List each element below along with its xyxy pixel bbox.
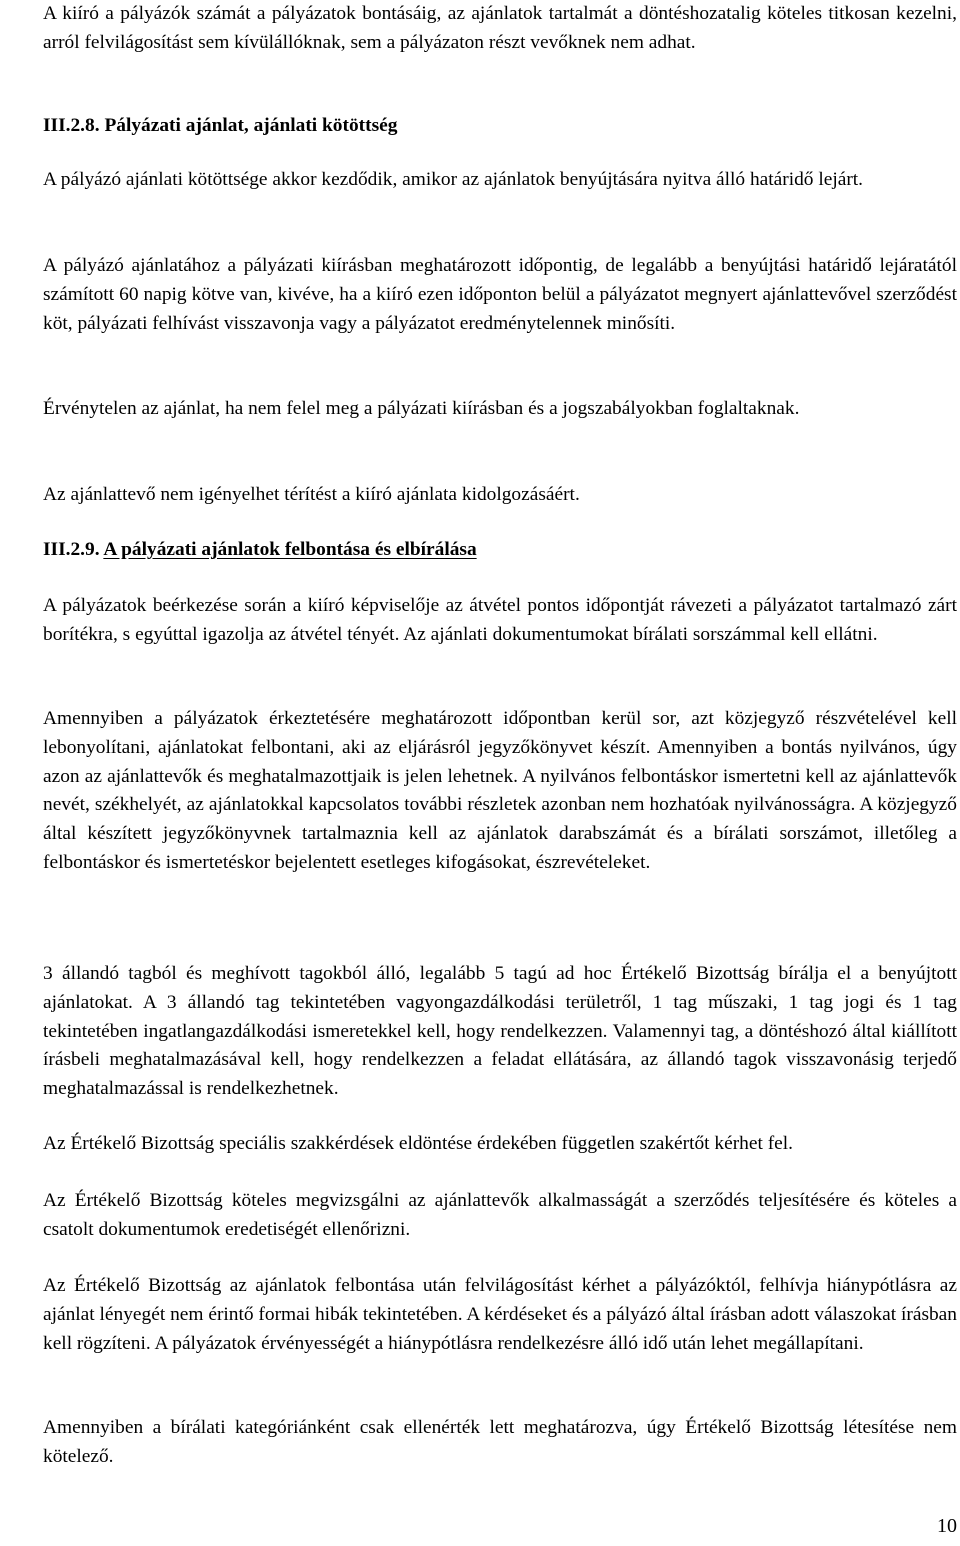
section-title: A pályázati ajánlatok felbontása és elbírálása [103, 539, 477, 560]
paragraph: Az Értékelő Bizottság speciális szakkérdések eldöntése érdekében független szakértőt kérhet fel. [43, 1133, 793, 1154]
section-heading-3-2-8 [43, 112, 957, 141]
section-heading-3-2-9 [43, 536, 957, 565]
paragraph: A pályázó ajánlati kötöttsége akkor kezdődik, amikor az ajánlatok benyújtására nyitva álló határidő lejárt. [43, 169, 864, 190]
paragraph: Az Értékelő Bizottság köteles megvizsgálni az ajánlattevők alkalmasságát a szerződés teljesítésére és köteles a csatolt dokumentumok eredetiségét ellenőrizni. [43, 1190, 957, 1240]
paragraph: Amennyiben a bírálati kategóriánként csak ellenérték lett meghatározva, úgy Értékelő Bizottság létesítése nem kötelező. [43, 1417, 957, 1467]
paragraph: Az Értékelő Bizottság az ajánlatok felbontása után felvilágosítást kérhet a pályázóktól, felhívja hiánypótlásra az ajánlat lényegét nem érintő formai hibák tekintetében. A kérdéseket és a pályázó által írásban adott válaszokat írásban kell rögzíteni. A pályázatok érvényességét a hiánypótlásra rendelkezésre álló idő után lehet megállapítani. [43, 1275, 957, 1354]
paragraph: Az ajánlattevő nem igényelhet térítést a kiíró ajánlata kidolgozásáért. [43, 484, 580, 505]
section-number: III.2.9. [43, 539, 100, 560]
paragraph: A pályázatok beérkezése során a kiíró képviselője az átvétel pontos időpontját rávezeti a pályázatot tartalmazó zárt borítékra, s egyúttal igazolja az átvétel tényét. Az ajánlati dokumentumokat bírálati sorszámmal kell ellátni. [43, 595, 957, 645]
paragraph: Érvénytelen az ajánlat, ha nem felel meg a pályázati kiírásban és a jogszabályokban foglaltaknak. [43, 398, 800, 419]
page-number: 10 [937, 1515, 957, 1537]
paragraph: Amennyiben a pályázatok érkeztetésére meghatározott időpontban kerül sor, azt közjegyző részvételével kell lebonyolítani, ajánlatokat felbontani, aki az eljárásról jegyzőkönyvet készít. Amennyiben a bontás nyilvános, úgy azon az ajánlattevők és meghatalmazottjaik is jelen lehetnek. A nyilvános felbontáskor ismertetni kell az ajánlattevők nevét, székhelyét, az ajánlatokkal kapcsolatos további részletek azonban nem hozhatóak nyilvánosságra. A közjegyző által készített jegyzőkönyvnek tartalmaznia kell az ajánlatok darabszámát és a bírálati sorszámot, illetőleg a felbontáskor és ismertetéskor bejelentett esetleges kifogásokat, észrevételeket. [43, 708, 957, 873]
intro-paragraph: A kiíró a pályázók számát a pályázatok bontásáig, az ajánlatok tartalmát a döntéshozatalig köteles titkosan kezelni, arról felvilágosítást sem kívülállóknak, sem a pályázaton részt vevőknek nem adhat. [43, 3, 957, 53]
section-title: Pályázati ajánlat, ajánlati kötöttség [104, 115, 398, 136]
document-page [43, 0, 957, 1546]
paragraph: 3 állandó tagból és meghívott tagokból álló, legalább 5 tagú ad hoc Értékelő Bizottság bírálja el a benyújtott ajánlatokat. A 3 állandó tag tekintetében vagyongazdálkodási területről, 1 tag műszaki, 1 tag jogi és 1 tag tekintetében ingatlangazdálkodási ismeretekkel kell, hogy rendelkezzen. Valamennyi tag, a döntéshozó által kiállított írásbeli meghatalmazásával kell, hogy rendelkezzen a feladat ellátására, az állandó tagok visszavonásig terjedő meghatalmazással is rendelkezhetnek. [43, 963, 957, 1100]
paragraph: A pályázó ajánlatához a pályázati kiírásban meghatározott időpontig, de legalább a benyújtási határidő lejáratától számított 60 napig kötve van, kivéve, ha a kiíró ezen időponton belül a pályázatot megnyert ajánlattevővel szerződést köt, pályázati felhívást visszavonja vagy a pályázatot eredménytelennek minősíti. [43, 255, 957, 334]
section-number: III.2.8. [43, 115, 100, 136]
